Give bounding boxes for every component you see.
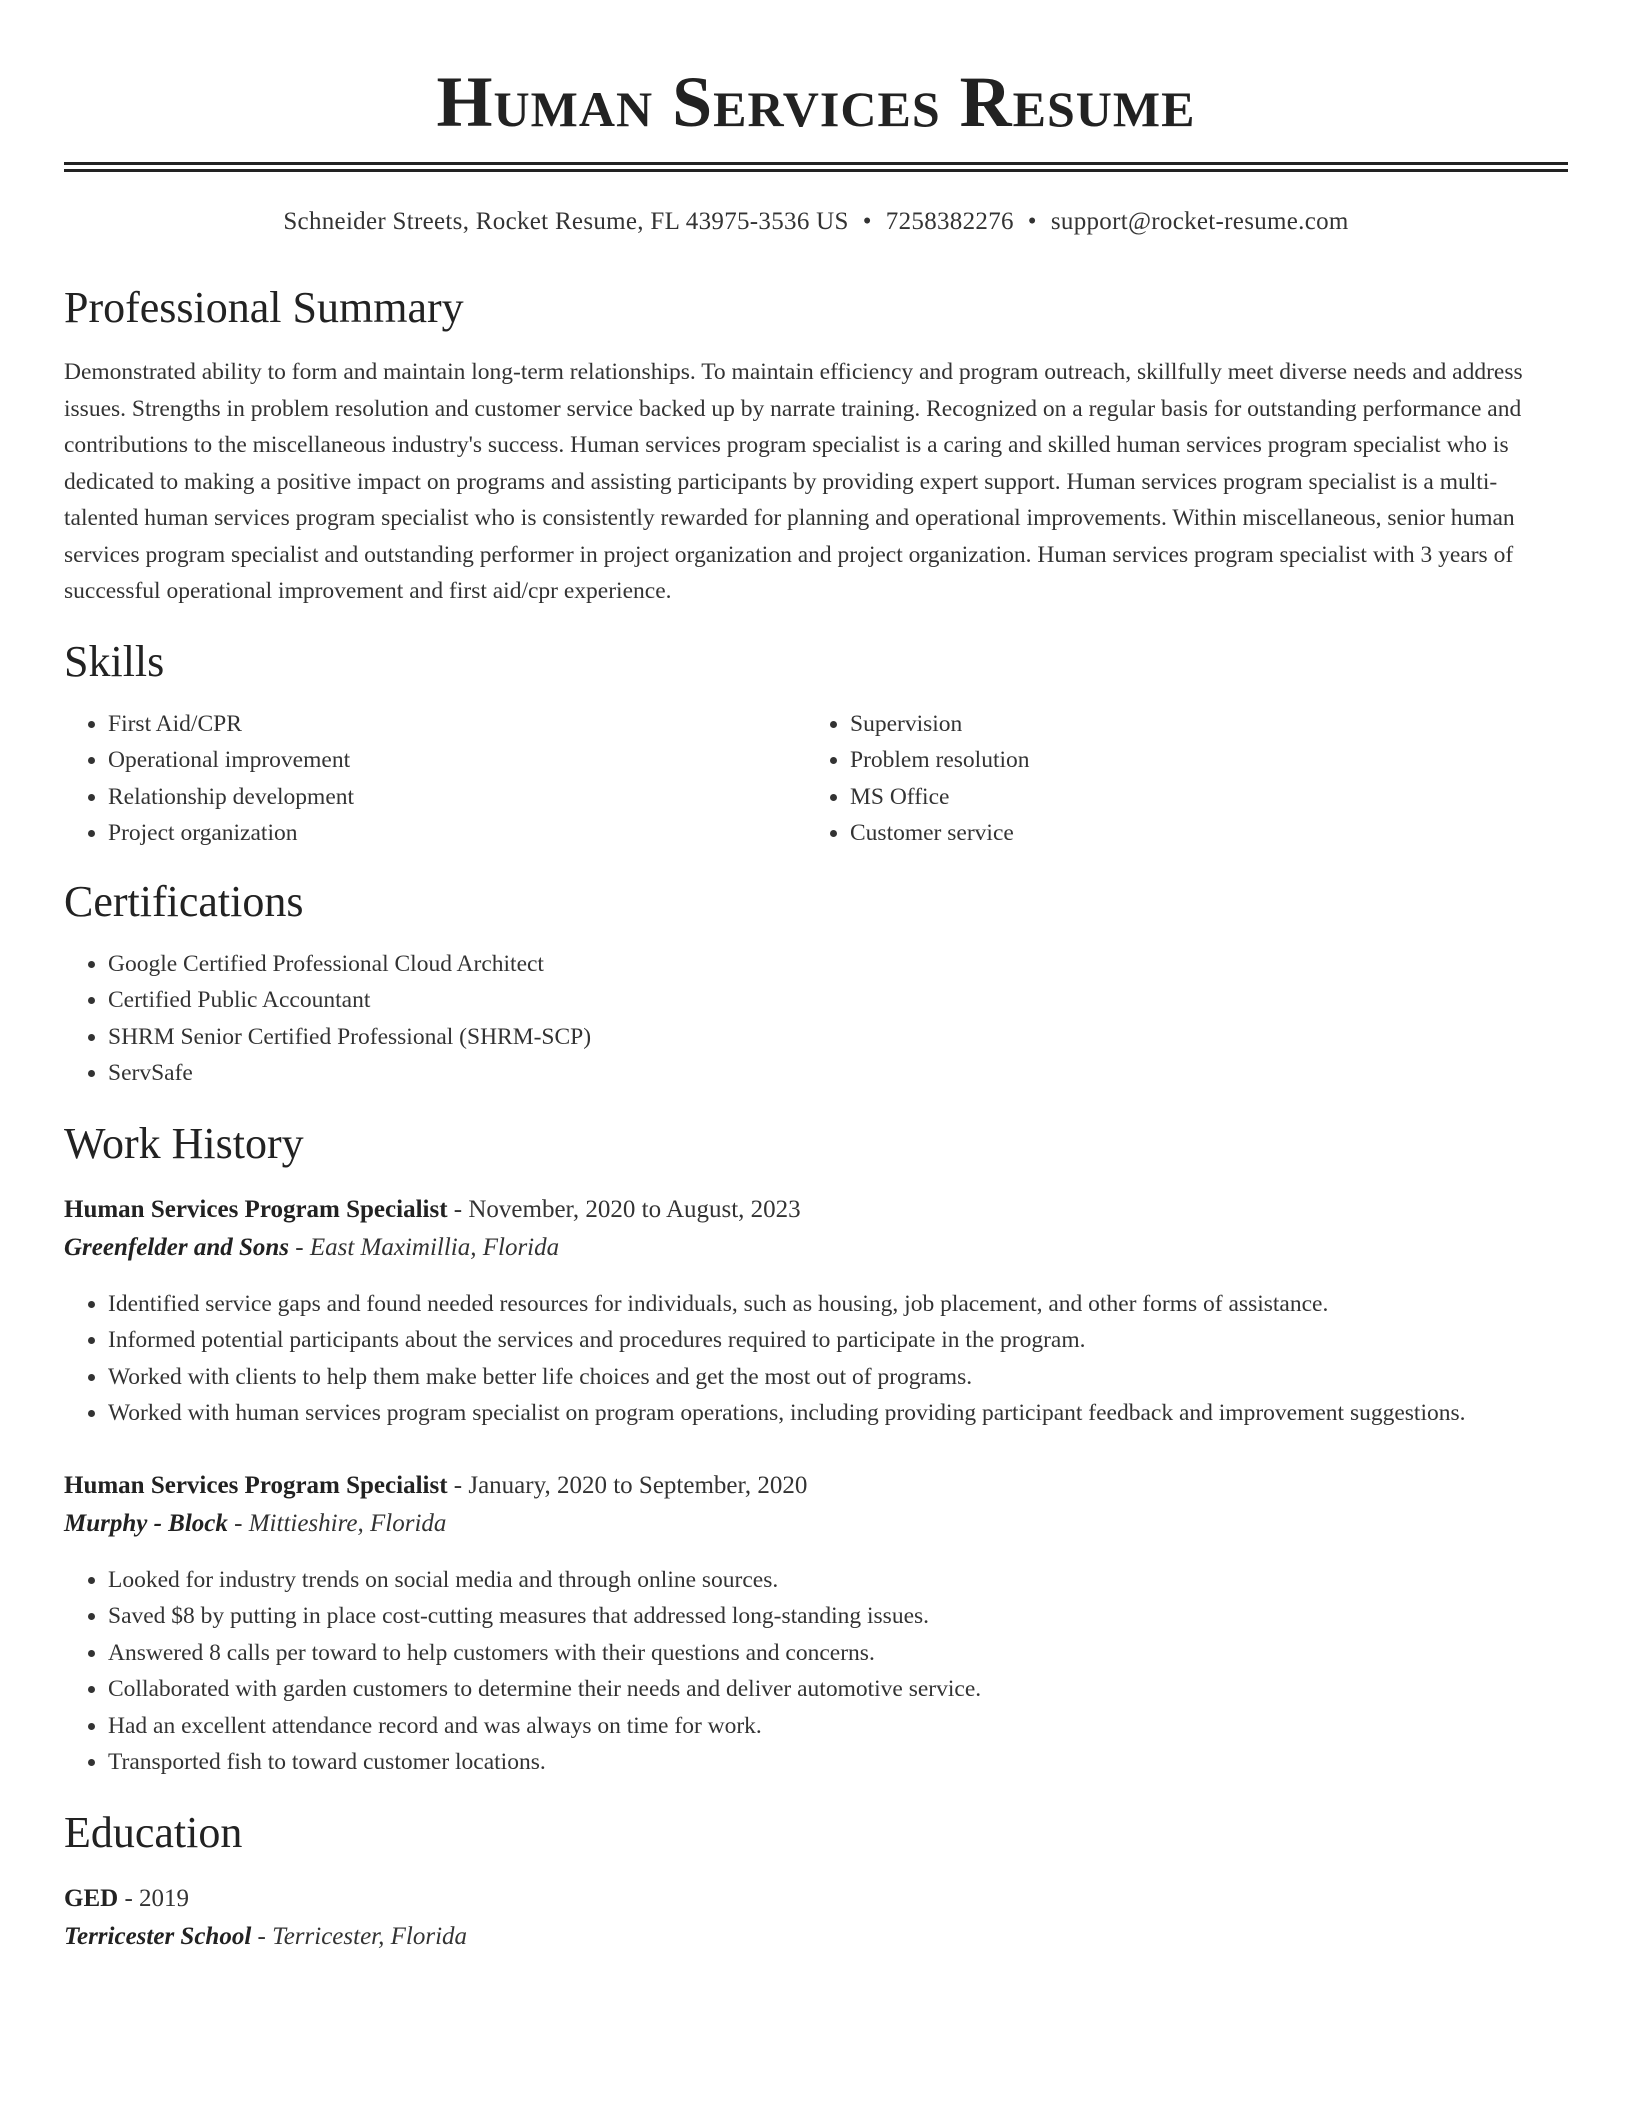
contact-email: support@rocket-resume.com <box>1050 208 1349 235</box>
job-location: - Mittieshire, Florida <box>227 1509 447 1537</box>
list-item: • Worked with clients to help them make better life choices and get the most out of programs. <box>108 1359 1568 1396</box>
list-item: • Identified service gaps and found needed resources for individuals, such as housing, job placement, and other forms of assistance. <box>108 1286 1568 1323</box>
list-item: • Problem resolution <box>850 742 1548 779</box>
contact-separator: • <box>862 208 872 235</box>
skills-heading: Skills <box>64 636 165 686</box>
list-item: • Worked with human services program specialist on program operations, including providing participant feedback and improvement suggestions. <box>108 1395 1568 1432</box>
job-company-line <box>64 1228 1568 1268</box>
list-item: • Transported fish to toward customer locations. <box>108 1744 1568 1781</box>
contact-phone: 7258382276 <box>885 208 1014 235</box>
list-item: • MS Office <box>850 779 1548 816</box>
job-location: - East Maximillia, Florida <box>289 1233 560 1261</box>
education-location: - Terricester, Florida <box>251 1922 468 1950</box>
list-item: • Looked for industry trends on social media and through online sources. <box>108 1562 1568 1599</box>
list-item: • Had an excellent attendance record and was always on time for work. <box>108 1708 1568 1745</box>
list-item: • Relationship development <box>108 779 806 816</box>
education-year: - 2019 <box>118 1884 190 1912</box>
certifications-heading: Certifications <box>64 876 304 926</box>
list-item: • Customer service <box>850 815 1548 852</box>
contact-address: Schneider Streets, Rocket Resume, FL 43975-3536 US <box>283 208 849 235</box>
title-divider <box>64 162 1568 172</box>
contact-separator: • <box>1027 208 1037 235</box>
list-item: • Operational improvement <box>108 742 806 779</box>
job-bullets <box>64 1286 1568 1432</box>
list-item: • First Aid/CPR <box>108 706 806 743</box>
list-item: • Collaborated with garden customers to determine their needs and deliver automotive service. <box>108 1671 1568 1708</box>
job-company: Murphy - Block <box>64 1509 228 1537</box>
list-item: • Saved $8 by putting in place cost-cutting measures that addressed long-standing issues. <box>108 1598 1568 1635</box>
certifications-list <box>64 946 1568 1092</box>
job-header <box>64 1192 1568 1228</box>
job-title: Human Services Program Specialist <box>64 1471 448 1499</box>
education-header <box>64 1881 1568 1917</box>
education-school: Terricester School <box>64 1922 252 1950</box>
list-item: • SHRM Senior Certified Professional (SHRM-SCP) <box>108 1019 1568 1056</box>
list-item: • Informed potential participants about the services and procedures required to participate in the program. <box>108 1322 1568 1359</box>
resume-title: Human Services Resume <box>436 62 1196 142</box>
job-company: Greenfelder and Sons <box>64 1233 290 1261</box>
education-degree: GED <box>64 1884 119 1912</box>
job-header <box>64 1468 1568 1504</box>
job-dates: - November, 2020 to August, 2023 <box>447 1195 801 1223</box>
contact-line <box>64 206 1568 238</box>
summary-heading: Professional Summary <box>64 283 464 332</box>
list-item: • Answered 8 calls per toward to help customers with their questions and concerns. <box>108 1635 1568 1672</box>
skills-list-right <box>806 706 1548 852</box>
list-item: • Certified Public Accountant <box>108 982 1568 1019</box>
education-heading: Education <box>64 1807 243 1857</box>
job-bullets <box>64 1562 1568 1781</box>
education-school-line <box>64 1917 1568 1957</box>
job-entry <box>64 1192 1568 1432</box>
list-item: • Project organization <box>108 815 806 852</box>
summary-text: Demonstrated ability to form and maintain long-term relationships. To maintain efficiency and program outreach, skillfully meet diverse needs and address issues. Strengths in problem resolution and customer service backed up by narrate training. Recognized on a regular basis for outstanding performance and contributions to the miscellaneous industry's success. Human services program specialist is a caring and skilled human services program specialist who is dedicated to making a positive impact on programs and assisting participants by providing expert support. Human services program specialist is a multi-talented human services program specialist who is consistently rewarded for planning and operational improvements. Within miscellaneous, senior human services program specialist and outstanding performer in project organization and project organization. Human services program specialist with 3 years of successful operational improvement and first aid/cpr experience. <box>64 359 1523 604</box>
list-item: • Google Certified Professional Cloud Architect <box>108 946 1568 983</box>
job-entry <box>64 1468 1568 1781</box>
job-dates: - January, 2020 to September, 2020 <box>447 1471 808 1499</box>
job-title: Human Services Program Specialist <box>64 1195 448 1223</box>
skills-grid <box>64 706 1568 852</box>
skills-list-left <box>64 706 806 852</box>
list-item: • ServSafe <box>108 1055 1568 1092</box>
job-company-line <box>64 1504 1568 1544</box>
work-history-heading: Work History <box>64 1118 304 1168</box>
list-item: • Supervision <box>850 706 1548 743</box>
